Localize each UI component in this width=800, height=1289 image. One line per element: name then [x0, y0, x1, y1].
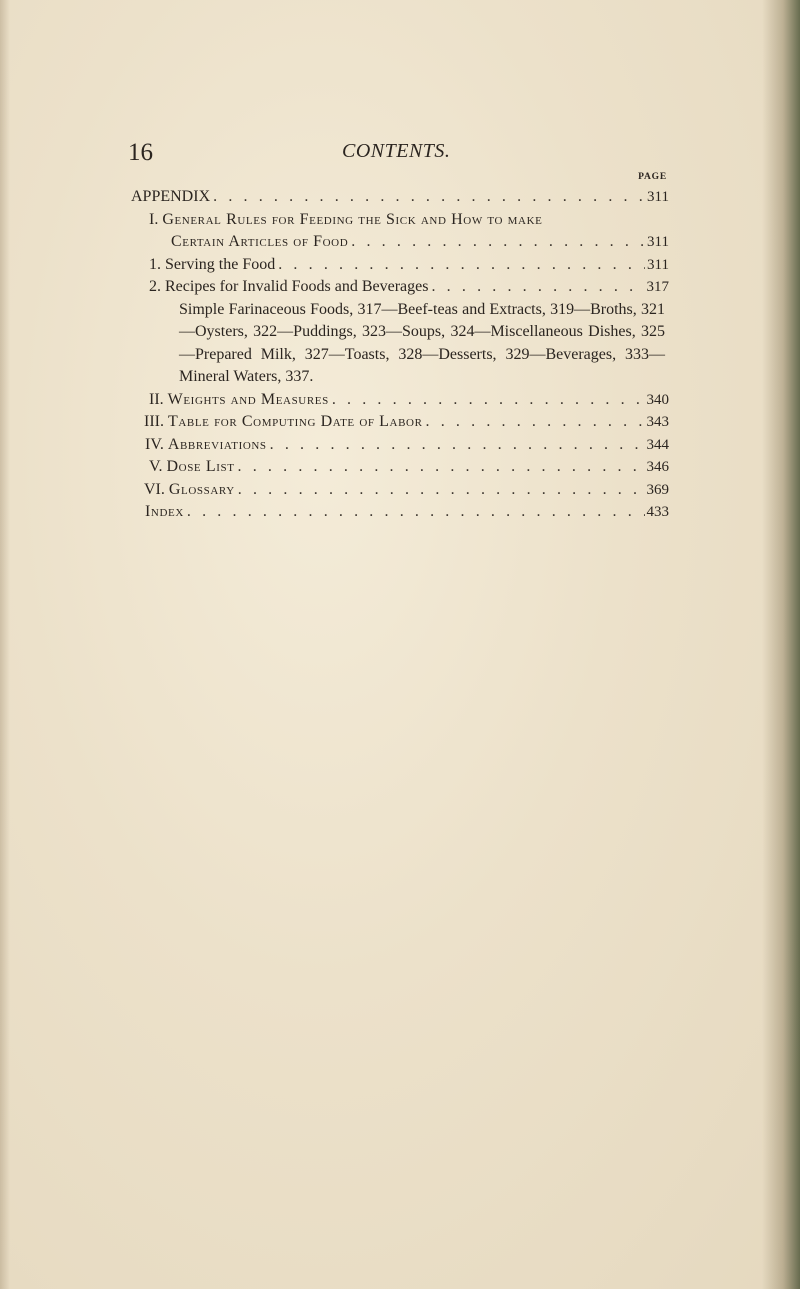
toc-entry-label: Index — [145, 503, 184, 520]
toc-item-2-details: Simple Farinaceous Foods, 317—Beef-teas and Extracts, 319—Broths, 321—Oysters, 322—Puddings, 323—Soups, 324—Miscellaneous Dishes, 325—Prepared Milk, 327—Toasts, 328—Desserts, 329—Beverages, 333—Mineral Waters, 337. — [179, 300, 665, 385]
toc-entry-label: 1. Serving the Food — [149, 255, 276, 273]
section-numeral: II. — [149, 390, 164, 408]
toc-entry-item-2 — [131, 276, 669, 299]
toc-entry-appendix — [131, 186, 669, 209]
dot-leader — [184, 501, 645, 524]
dot-leader — [210, 186, 645, 209]
toc-entry-section-ii — [131, 389, 669, 412]
toc-entry-page: 344 — [646, 436, 669, 453]
binding-edge-shadow — [762, 0, 800, 1289]
page-header — [128, 136, 688, 170]
section-title: Abbreviations — [167, 435, 267, 453]
page-column-label: PAGE — [638, 172, 667, 182]
toc-entry-section-vi — [131, 479, 669, 502]
section-title: Glossary — [168, 480, 235, 498]
toc-entry-page: 317 — [646, 279, 669, 295]
page-number: 16 — [128, 139, 153, 166]
toc-entry-item-1 — [131, 254, 669, 277]
running-title: CONTENTS. — [342, 140, 451, 162]
toc-entry-section-v — [131, 456, 669, 479]
section-title-continued: Certain Articles of Food — [171, 233, 349, 250]
section-title: Weights and Measures — [167, 390, 329, 408]
dot-leader — [423, 411, 645, 434]
toc-entry-section-iv — [131, 434, 669, 457]
toc-entry-page: 311 — [647, 189, 669, 205]
toc-entries — [131, 186, 669, 524]
toc-entry-section-iii — [131, 411, 669, 434]
toc-entry-page: 340 — [646, 391, 669, 408]
toc-entry-page: 311 — [647, 256, 669, 273]
section-title: Table for Computing Date of Labor — [167, 413, 423, 430]
section-title: Dose List — [166, 458, 235, 475]
toc-entry-section-i-line2 — [131, 231, 669, 254]
toc-entry-page: 346 — [646, 459, 669, 475]
dot-leader — [275, 254, 645, 277]
dot-leader — [235, 479, 645, 502]
dot-leader — [329, 389, 645, 412]
section-numeral: I. — [149, 210, 159, 228]
toc-entry-label: APPENDIX — [131, 188, 211, 205]
section-numeral: VI. — [144, 480, 165, 498]
toc-entry-page: 311 — [647, 234, 669, 250]
section-numeral: V. — [149, 458, 163, 475]
toc-entry-page: 369 — [646, 481, 669, 498]
dot-leader — [428, 276, 645, 299]
toc-entry-page: 343 — [646, 414, 669, 430]
dot-leader — [235, 456, 645, 479]
section-numeral: III. — [144, 413, 164, 430]
toc-entry-section-i-line1 — [131, 209, 669, 232]
toc-entry-index — [131, 501, 669, 524]
toc-entry-page: 433 — [646, 504, 669, 520]
dot-leader — [348, 231, 645, 254]
toc-entry-label: 2. Recipes for Invalid Foods and Beverages — [149, 278, 429, 295]
section-numeral: IV. — [145, 435, 164, 453]
page-left-shadow — [0, 0, 10, 1289]
section-title: General Rules for Feeding the Sick and How to make — [162, 210, 543, 228]
dot-leader — [267, 434, 645, 457]
